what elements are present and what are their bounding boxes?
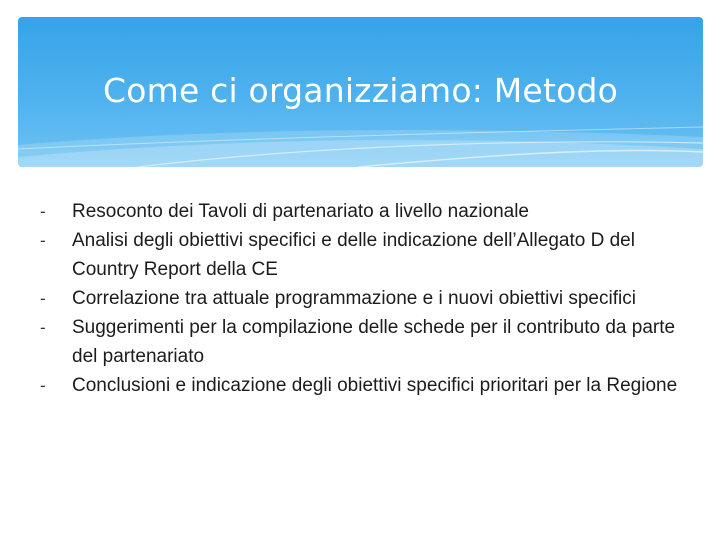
list-item — [40, 226, 700, 284]
bullet-dash: - — [40, 376, 46, 395]
list-item — [40, 197, 700, 226]
slide-title: Come ci organizziamo: Metodo — [102, 71, 619, 110]
bullet-dash: - — [40, 202, 46, 221]
title-banner — [18, 17, 703, 167]
list-item-text: Suggerimenti per la compilazione delle schede per il contributo da parte del partenariato — [72, 317, 676, 367]
bullet-dash: - — [40, 318, 46, 337]
list-item-text: Analisi degli obiettivi specifici e delle indicazione dell’Allegato D del Country Report della CE — [72, 230, 635, 280]
list-item-text: Resoconto dei Tavoli di partenariato a livello nazionale — [72, 201, 529, 222]
bullet-dash: - — [40, 231, 46, 250]
list-item — [40, 313, 700, 371]
list-item-text: Correlazione tra attuale programmazione e i nuovi obiettivi specifici — [72, 288, 636, 309]
list-item-text: Conclusioni e indicazione degli obiettivi specifici prioritari per la Regione — [72, 375, 678, 396]
list-item — [40, 284, 700, 313]
bullet-list — [40, 197, 700, 400]
bullet-dash: - — [40, 289, 46, 308]
list-item — [40, 371, 700, 400]
